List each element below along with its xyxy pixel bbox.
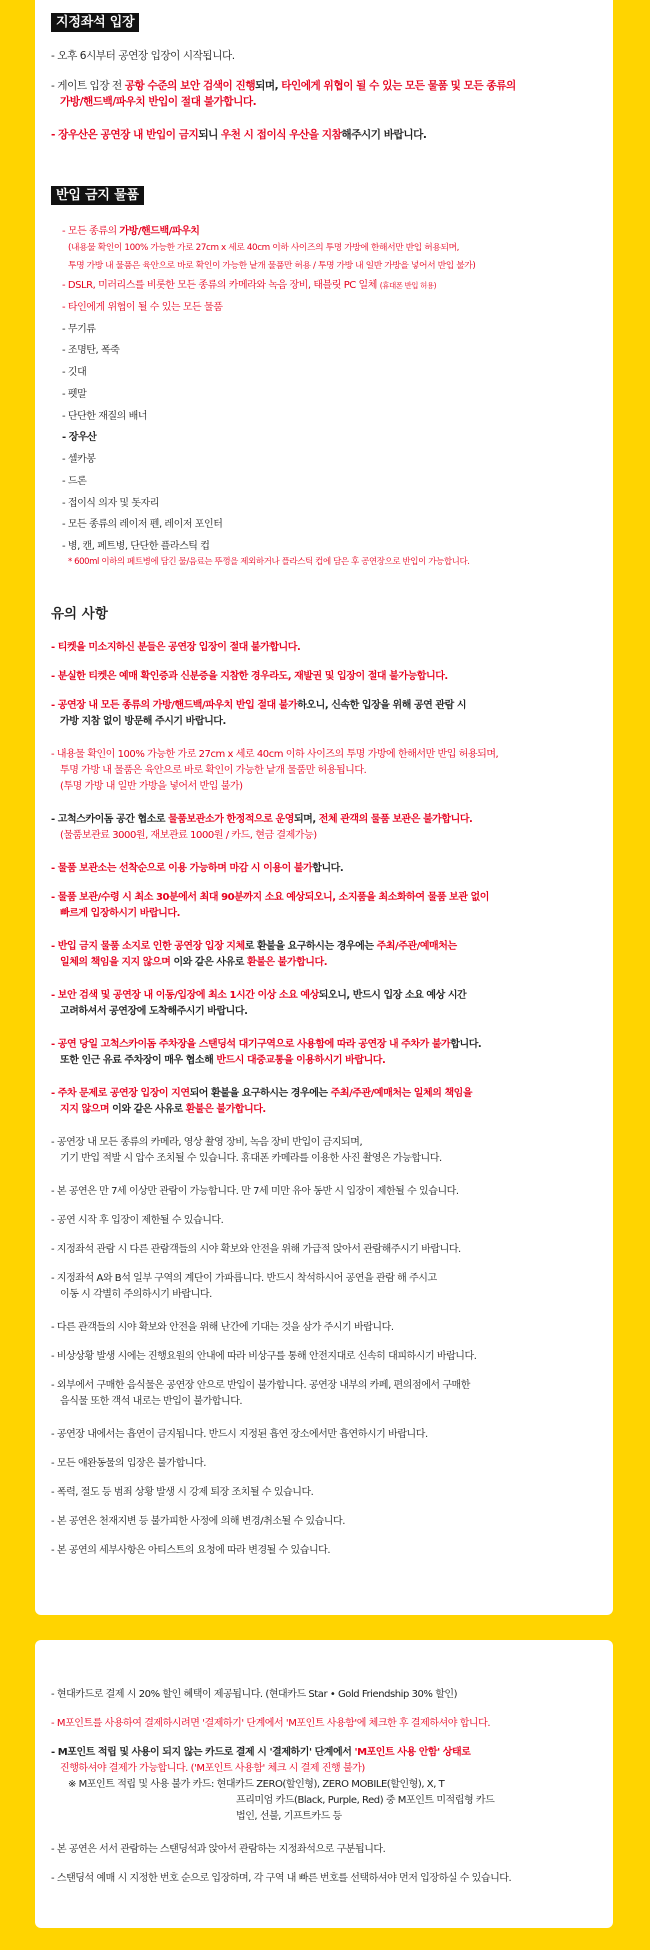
prohibited-item: - 타인에게 위협이 될 수 있는 모든 물품 [62,302,223,313]
note-line: - 지정좌석 관람 시 다른 관람객들의 시야 확보와 안전을 위해 가급적 앉아서 관람해주시기 바랍니다. [51,1244,461,1255]
note-line: 기기 반입 적발 시 압수 조치될 수 있습니다. 휴대폰 카메라를 이용한 사진 촬영은 가능합니다. [60,1153,442,1164]
notice-line: - 장우산은 공연장 내 반입이 금지되니 우천 시 접이식 우산을 지참해주시기 바랍니다. [51,129,427,141]
payment-line: 진행하셔야 결제가 가능합니다. ('M포인트 사용함' 체크 시 결제 진행 불가) [60,1763,365,1774]
notice-card [35,0,613,1615]
note-line: - 공연장 내 모든 종류의 가방/핸드백/파우치 반입 절대 불가하오니, 신속한 입장을 위해 공연 관람 시 [51,700,467,711]
note-line: 지지 않으며 이와 같은 사유로 환불은 불가합니다. [60,1104,266,1115]
payment-line: - 본 공연은 서서 관람하는 스탠딩석과 앉아서 관람하는 지정좌석으로 구분됩니다. [51,1844,386,1855]
prohibited-item: - 장우산 [62,432,97,443]
note-line: - 주차 문제로 공연장 입장이 지연되어 환불을 요구하시는 경우에는 주최/주관/예매처는 일체의 책임을 [51,1088,473,1099]
prohibited-item: - 셀카봉 [62,454,96,465]
note-line: - 반입 금지 물품 소지로 인한 공연장 입장 지체로 환불을 요구하시는 경우에는 주최/주관/예매처는 [51,941,457,952]
note-line: 이동 시 각별히 주의하시기 바랍니다. [60,1289,212,1300]
prohibited-item: - DSLR, 미러리스를 비롯한 모든 종류의 카메라와 녹음 장비, 태블릿 PC 일체 (휴대폰 반입 허용) [62,280,437,291]
note-line: 일체의 책임을 지지 않으며 이와 같은 사유로 환불은 불가합니다. [60,957,328,968]
prohibited-item: - 모든 종류의 가방/핸드백/파우치 [62,226,200,237]
prohibited-item: - 드론 [62,476,87,487]
prohibited-item: - 조명탄, 폭죽 [62,345,120,356]
note-line: - 내용물 확인이 100% 가능한 가로 27cm x 세로 40cm 이하 사이즈의 투명 가방에 한해서만 반입 허용되며, [51,749,499,760]
note-line: - 공연장 내에서는 흡연이 금지됩니다. 반드시 지정된 흡연 장소에서만 흡연하시기 바랍니다. [51,1429,428,1440]
note-line: - 물품 보관소는 선착순으로 이용 가능하며 마감 시 이용이 불가합니다. [51,863,344,874]
note-line: 투명 가방 내 물품은 육안으로 바로 확인이 가능한 낱개 물품만 허용됩니다. [60,765,367,776]
payment-line: - M포인트를 사용하여 결제하시려면 '결제하기' 단계에서 'M포인트 사용함'에 체크한 후 결제하셔야 합니다. [51,1718,491,1729]
payment-line: 프리미엄 카드(Black, Purple, Red) 중 M포인트 미적립형 카드 [236,1795,495,1806]
payment-line: 법인, 선불, 기프트카드 등 [236,1811,342,1822]
payment-line: - M포인트 적립 및 사용이 되지 않는 카드로 결제 시 '결제하기' 단계에서 'M포인트 사용 안함' 상태로 [51,1747,471,1758]
note-line: - 고척스카이돔 공간 협소로 물품보관소가 한정적으로 운영되며, 전체 관객의 물품 보관은 불가합니다. [51,814,473,825]
note-line: - 분실한 티켓은 예매 확인증과 신분증을 지참한 경우라도, 재발권 및 입장이 절대 불가능합니다. [51,671,448,682]
prohibited-item: - 모든 종류의 레이저 펜, 레이저 포인터 [62,519,223,530]
notice-line: - 오후 6시부터 공연장 입장이 시작됩니다. [51,50,235,62]
payment-line: ※ M포인트 적립 및 사용 불가 카드: 현대카드 ZERO(할인형), ZERO MOBILE(할인형), X, T [68,1779,445,1790]
prohibited-item: - 펫말 [62,389,87,400]
note-line: 음식물 또한 객석 내로는 반입이 불가합니다. [60,1396,243,1407]
note-line: - 본 공연은 천재지변 등 불가피한 사정에 의해 변경/취소될 수 있습니다. [51,1516,345,1527]
note-line: - 비상상황 발생 시에는 진행요원의 안내에 따라 비상구를 통해 안전지대로 신속히 대피하시기 바랍니다. [51,1351,477,1362]
note-line: - 모든 애완동물의 입장은 불가합니다. [51,1458,206,1469]
section-title-prohibited: 반입 금지 물품 [51,186,144,205]
prohibited-note: 투명 가방 내 물품은 육안으로 바로 확인이 가능한 낱개 물품만 허용 / 투명 가방 내 일반 가방을 넣어서 반입 불가) [68,261,476,271]
note-line: - 본 공연은 만 7세 이상만 관람이 가능합니다. 만 7세 미만 유아 동반 시 입장이 제한될 수 있습니다. [51,1186,459,1197]
section-title-seat-entry: 지정좌석 입장 [51,13,139,32]
note-line: - 폭력, 절도 등 범죄 상황 발생 시 강제 퇴장 조치될 수 있습니다. [51,1487,314,1498]
note-line: - 다른 관객들의 시야 확보와 안전을 위해 난간에 기대는 것을 삼가 주시기 바랍니다. [51,1322,394,1333]
prohibited-note: (내용물 확인이 100% 가능한 가로 27cm x 세로 40cm 이하 사이즈의 투명 가방에 한해서만 반입 허용되며, [68,243,460,253]
note-line: (물품보관료 3000원, 재보관료 1000원 / 카드, 현금 결제가능) [60,830,317,841]
note-line: - 공연장 내 모든 종류의 카메라, 영상 촬영 장비, 녹음 장비 반입이 금지되며, [51,1137,363,1148]
notice-line: 가방/핸드백/파우치 반입이 절대 불가합니다. [60,96,257,108]
notice-line: - 게이트 입장 전 공항 수준의 보안 검색이 진행되며, 타인에게 위협이 될 수 있는 모든 물품 및 모든 종류의 [51,80,516,92]
prohibited-item: - 무기류 [62,324,96,335]
note-line: - 공연 당일 고척스카이돔 주차장을 스탠딩석 대기구역으로 사용함에 따라 공연장 내 주차가 불가합니다. [51,1039,482,1050]
note-line: - 보안 검색 및 공연장 내 이동/입장에 최소 1시간 이상 소요 예상되오니, 반드시 입장 소요 예상 시간 [51,990,467,1001]
note-line: 고려하셔서 공연장에 도착해주시기 바랍니다. [60,1006,248,1017]
payment-line: - 스탠딩석 예매 시 지정한 번호 순으로 입장하며, 각 구역 내 빠른 번호를 선택하셔야 먼저 입장하실 수 있습니다. [51,1873,512,1884]
payment-line: - 현대카드로 결제 시 20% 할인 혜택이 제공됩니다. (현대카드 Star • Gold Friendship 30% 할인) [51,1689,458,1700]
note-line: - 외부에서 구매한 음식물은 공연장 안으로 반입이 불가합니다. 공연장 내부의 카페, 편의점에서 구매한 [51,1380,470,1391]
prohibited-item: - 깃대 [62,367,87,378]
payment-card [35,1640,613,1928]
note-line: 빠르게 입장하시기 바랍니다. [60,908,180,919]
note-line: (투명 가방 내 일반 가방을 넣어서 반입 불가) [60,781,243,792]
section-title-notes: 유의 사항 [51,606,108,622]
note-line: - 본 공연의 세부사항은 아티스트의 요청에 따라 변경될 수 있습니다. [51,1545,331,1556]
note-line: - 물품 보관/수령 시 최소 30분에서 최대 90분까지 소요 예상되오니, 소지품을 최소화하여 물품 보관 없이 [51,892,489,903]
note-line: - 티켓을 미소지하신 분들은 공연장 입장이 절대 불가합니다. [51,642,301,653]
note-line: 또한 인근 유료 주차장이 매우 협소해 반드시 대중교통을 이용하시기 바랍니다. [60,1055,386,1066]
note-line: - 공연 시작 후 입장이 제한될 수 있습니다. [51,1215,224,1226]
prohibited-item: - 접이식 의자 및 돗자리 [62,498,159,509]
note-line: 가방 지참 없이 방문해 주시기 바랍니다. [60,716,226,727]
note-line: - 지정좌석 A와 B석 일부 구역의 계단이 가파릅니다. 반드시 착석하시어 공연을 관람 해 주시고 [51,1273,437,1284]
prohibited-item: - 단단한 재질의 배너 [62,411,148,422]
prohibited-item: - 병, 캔, 페트병, 단단한 플라스틱 컵 [62,541,210,552]
prohibited-footnote: * 600ml 이하의 페트병에 담긴 물/음료는 뚜껑을 제외하거나 플라스틱 컵에 담은 후 공연장으로 반입이 가능합니다. [68,557,470,567]
